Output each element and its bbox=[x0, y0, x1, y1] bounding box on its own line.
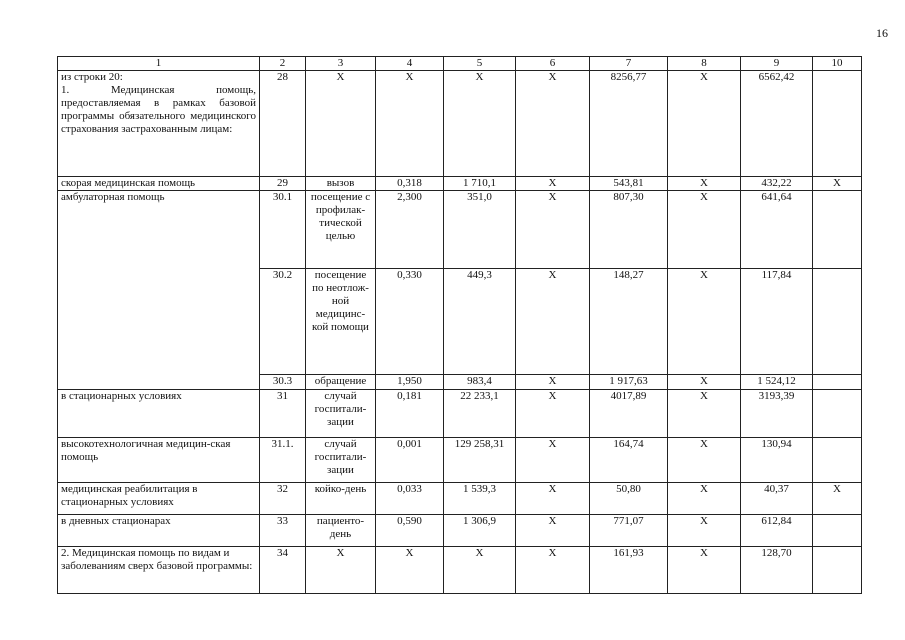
header-cell: 1 bbox=[58, 57, 260, 71]
unit-cell: Х bbox=[306, 71, 376, 177]
value-cell: 641,64 bbox=[741, 191, 813, 269]
row-name-cell: скорая медицинская помощь bbox=[58, 177, 260, 191]
table-row bbox=[58, 191, 862, 269]
value-cell: 0,181 bbox=[376, 390, 444, 438]
header-cell: 3 bbox=[306, 57, 376, 71]
header-row bbox=[58, 57, 862, 71]
header-cell: 9 bbox=[741, 57, 813, 71]
value-cell: 1 917,63 bbox=[590, 375, 668, 390]
value-cell: 128,70 bbox=[741, 547, 813, 594]
tariff-table bbox=[57, 56, 862, 594]
header-cell: 6 bbox=[516, 57, 590, 71]
value-cell: 612,84 bbox=[741, 515, 813, 547]
value-cell: Х bbox=[516, 269, 590, 375]
value-cell: 40,37 bbox=[741, 483, 813, 515]
unit-cell: посещение с профилак-тической целью bbox=[306, 191, 376, 269]
value-cell: 130,94 bbox=[741, 438, 813, 483]
value-cell bbox=[813, 269, 862, 375]
value-cell: 1,950 bbox=[376, 375, 444, 390]
table-row bbox=[58, 71, 862, 177]
header-cell: 10 bbox=[813, 57, 862, 71]
table-row bbox=[58, 390, 862, 438]
table-row bbox=[58, 438, 862, 483]
value-cell: Х bbox=[813, 483, 862, 515]
value-cell: Х bbox=[516, 515, 590, 547]
value-cell: 0,033 bbox=[376, 483, 444, 515]
value-cell: 0,590 bbox=[376, 515, 444, 547]
value-cell: Х bbox=[516, 375, 590, 390]
value-cell bbox=[813, 547, 862, 594]
value-cell: Х bbox=[516, 71, 590, 177]
unit-cell: посещение по неотлож-ной медицинс-кой помощи bbox=[306, 269, 376, 375]
header-cell: 7 bbox=[590, 57, 668, 71]
value-cell: 983,4 bbox=[444, 375, 516, 390]
header-cell: 5 bbox=[444, 57, 516, 71]
unit-cell: Х bbox=[306, 547, 376, 594]
row-name-cell: в стационарных условиях bbox=[58, 390, 260, 438]
value-cell: 22 233,1 bbox=[444, 390, 516, 438]
value-cell: Х bbox=[516, 191, 590, 269]
row-number-cell: 30.3 bbox=[260, 375, 306, 390]
page-number: 16 bbox=[876, 26, 888, 40]
value-cell: 1 539,3 bbox=[444, 483, 516, 515]
unit-cell: случай госпитали-зации bbox=[306, 438, 376, 483]
row-number-cell: 32 bbox=[260, 483, 306, 515]
value-cell bbox=[813, 71, 862, 177]
value-cell: 3193,39 bbox=[741, 390, 813, 438]
value-cell: Х bbox=[668, 547, 741, 594]
value-cell: Х bbox=[516, 177, 590, 191]
value-cell: Х bbox=[444, 71, 516, 177]
value-cell: 148,27 bbox=[590, 269, 668, 375]
value-cell: Х bbox=[516, 547, 590, 594]
table-row bbox=[58, 483, 862, 515]
table-row bbox=[58, 515, 862, 547]
value-cell: 6562,42 bbox=[741, 71, 813, 177]
value-cell: 807,30 bbox=[590, 191, 668, 269]
value-cell: 8256,77 bbox=[590, 71, 668, 177]
row-number-cell: 34 bbox=[260, 547, 306, 594]
row-number-cell: 29 bbox=[260, 177, 306, 191]
row-name-cell: в дневных стационарах bbox=[58, 515, 260, 547]
value-cell: 4017,89 bbox=[590, 390, 668, 438]
value-cell bbox=[813, 375, 862, 390]
value-cell: 1 710,1 bbox=[444, 177, 516, 191]
value-cell: Х bbox=[668, 438, 741, 483]
value-cell: 1 306,9 bbox=[444, 515, 516, 547]
value-cell: Х bbox=[668, 191, 741, 269]
unit-cell: вызов bbox=[306, 177, 376, 191]
value-cell: Х bbox=[376, 547, 444, 594]
header-cell: 8 bbox=[668, 57, 741, 71]
header-cell: 4 bbox=[376, 57, 444, 71]
value-cell: Х bbox=[516, 483, 590, 515]
value-cell: 0,318 bbox=[376, 177, 444, 191]
value-cell: Х bbox=[668, 269, 741, 375]
value-cell: 0,330 bbox=[376, 269, 444, 375]
row-number-cell: 31 bbox=[260, 390, 306, 438]
value-cell: Х bbox=[668, 483, 741, 515]
value-cell: 543,81 bbox=[590, 177, 668, 191]
value-cell: 2,300 bbox=[376, 191, 444, 269]
row-number-cell: 28 bbox=[260, 71, 306, 177]
row-number-cell: 30.1 bbox=[260, 191, 306, 269]
value-cell: Х bbox=[813, 177, 862, 191]
header-cell: 2 bbox=[260, 57, 306, 71]
table-row bbox=[58, 177, 862, 191]
row-name-cell: амбулаторная помощь bbox=[58, 191, 260, 390]
row-name-cell: медицинская реабилитация в стационарных условиях bbox=[58, 483, 260, 515]
value-cell: 50,80 bbox=[590, 483, 668, 515]
value-cell: 117,84 bbox=[741, 269, 813, 375]
value-cell bbox=[813, 438, 862, 483]
value-cell: Х bbox=[444, 547, 516, 594]
value-cell: Х bbox=[668, 177, 741, 191]
value-cell: 161,93 bbox=[590, 547, 668, 594]
value-cell: 771,07 bbox=[590, 515, 668, 547]
value-cell: 449,3 bbox=[444, 269, 516, 375]
value-cell: Х bbox=[668, 390, 741, 438]
row-number-cell: 30.2 bbox=[260, 269, 306, 375]
value-cell: 129 258,31 bbox=[444, 438, 516, 483]
row-name-cell: 2. Медицинская помощь по видам и заболеваниям сверх базовой программы: bbox=[58, 547, 260, 594]
row-name-cell: из строки 20: 1. Медицинская помощь, предоставляемая в рамках базовой программы обязательного медицинского страхования застрахованным лицам: bbox=[58, 71, 260, 177]
row-name-cell: высокотехнологичная медицин-ская помощь bbox=[58, 438, 260, 483]
value-cell: Х bbox=[516, 438, 590, 483]
value-cell: Х bbox=[376, 71, 444, 177]
value-cell: Х bbox=[668, 71, 741, 177]
value-cell: 164,74 bbox=[590, 438, 668, 483]
unit-cell: обращение bbox=[306, 375, 376, 390]
value-cell: 351,0 bbox=[444, 191, 516, 269]
value-cell: Х bbox=[516, 390, 590, 438]
unit-cell: койко-день bbox=[306, 483, 376, 515]
unit-cell: пациенто-день bbox=[306, 515, 376, 547]
row-number-cell: 33 bbox=[260, 515, 306, 547]
unit-cell: случай госпитали-зации bbox=[306, 390, 376, 438]
row-number-cell: 31.1. bbox=[260, 438, 306, 483]
value-cell: 432,22 bbox=[741, 177, 813, 191]
value-cell: Х bbox=[668, 515, 741, 547]
value-cell: Х bbox=[668, 375, 741, 390]
value-cell: 0,001 bbox=[376, 438, 444, 483]
value-cell bbox=[813, 515, 862, 547]
value-cell bbox=[813, 390, 862, 438]
value-cell bbox=[813, 191, 862, 269]
value-cell: 1 524,12 bbox=[741, 375, 813, 390]
table-row bbox=[58, 547, 862, 594]
